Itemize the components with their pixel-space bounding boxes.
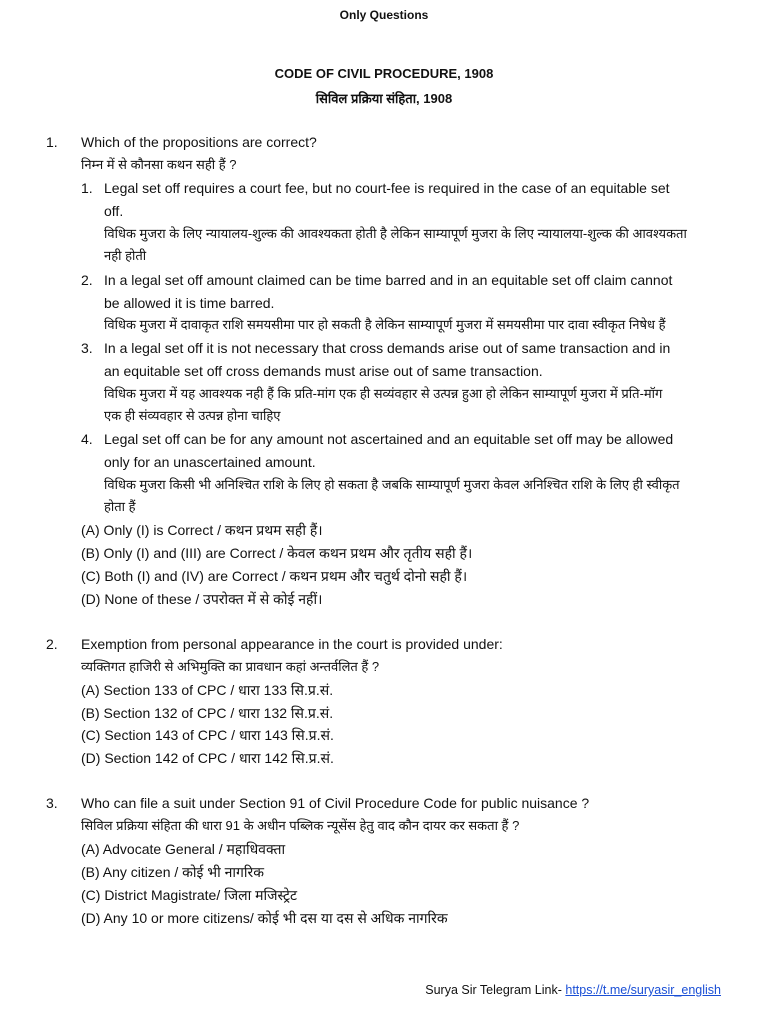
- proposition-text: an equitable set off cross demands must arise out of same transaction.: [104, 363, 543, 379]
- answer-option: (D) None of these / उपरोक्त में से कोई नहीं।: [81, 591, 323, 607]
- proposition-text: off.: [104, 203, 124, 219]
- page-header: Only Questions: [339, 8, 429, 22]
- answer-option: (B) Section 132 of CPC / धारा 132 सि.प्र.सं.: [81, 705, 334, 721]
- answer-option: (C) District Magistrate/ जिला मजिस्ट्रेट: [81, 887, 298, 903]
- answer-option: (C) Section 143 of CPC / धारा 143 सि.प्र.सं.: [81, 727, 334, 743]
- proposition-text-hindi: विधिक मुजरा में दावाकृत राशि समयसीमा पार हो सकती है लेकिन साम्यापूर्ण मुजरा में समयसीमा पार दावा स्वीकृत निषेध हैं: [104, 317, 666, 332]
- footer: [425, 983, 721, 997]
- question-text: Exemption from personal appearance in the court is provided under:: [81, 636, 503, 652]
- answer-option: (D) Section 142 of CPC / धारा 142 सि.प्र.सं.: [81, 750, 334, 766]
- question-number: 2.: [46, 636, 58, 652]
- proposition-number: 3.: [81, 340, 93, 356]
- proposition-text: only for an unascertained amount.: [104, 454, 316, 470]
- question-text: Which of the propositions are correct?: [81, 134, 317, 150]
- proposition-number: 4.: [81, 431, 93, 447]
- question-text: Who can file a suit under Section 91 of Civil Procedure Code for public nuisance ?: [81, 795, 590, 811]
- proposition-text: Legal set off requires a court fee, but no court-fee is required in the case of an equitable set: [104, 180, 670, 196]
- proposition-text: In a legal set off amount claimed can be time barred and in an equitable set off claim cannot: [104, 272, 673, 288]
- proposition-text-hindi: नही होती: [104, 248, 147, 263]
- proposition-text: Legal set off can be for any amount not ascertained and an equitable set off may be allowed: [104, 431, 674, 447]
- question-text-hindi: व्यक्तिगत हाजिरी से अभिमुक्ति का प्रावधान कहां अन्तर्वलित हैं ?: [81, 659, 380, 674]
- answer-option: (A) Only (I) is Correct / कथन प्रथम सही हैं।: [81, 522, 323, 538]
- question-number: 1.: [46, 134, 58, 150]
- proposition-text-hindi: एक ही संव्यवहार से उत्पन्न होना चाहिए: [104, 408, 281, 423]
- proposition-text-hindi: विधिक मुजरा किसी भी अनिश्चित राशि के लिए हो सकता है जबकि साम्यापूर्ण मुजरा केवल अनिश्चित राशि के लिए ही स्वीकृत: [104, 477, 680, 492]
- question-text-hindi: निम्न में से कौनसा कथन सही हैं ?: [81, 157, 237, 172]
- proposition-text: In a legal set off it is not necessary that cross demands arise out of same transaction and in: [104, 340, 671, 356]
- answer-option: (B) Only (I) and (III) are Correct / केवल कथन प्रथम और तृतीय सही हैं।: [81, 545, 473, 561]
- proposition-number: 2.: [81, 272, 93, 288]
- answer-option: (C) Both (I) and (IV) are Correct / कथन प्रथम और चतुर्थ दोनो सही हैं।: [81, 568, 468, 584]
- document-title-hindi: सिविल प्रक्रिया संहिता, 1908: [315, 91, 453, 106]
- footer-label: Surya Sir Telegram Link-: [425, 983, 566, 997]
- question-text-hindi: सिविल प्रक्रिया संहिता की धारा 91 के अधीन पब्लिक न्यूसेंस हेतु वाद कौन दायर कर सकता हैं ?: [81, 818, 520, 833]
- answer-option: (A) Advocate General / महाधिवक्ता: [81, 841, 286, 857]
- proposition-text-hindi: विधिक मुजरा के लिए न्यायालय-शुल्क की आवश्यकता होती है लेकिन साम्यापूर्ण मुजरा के लिए न्यायालया-शुल्क की आवश्यकता: [104, 226, 687, 241]
- answer-option: (A) Section 133 of CPC / धारा 133 सि.प्र.सं.: [81, 682, 334, 698]
- proposition-text: be allowed it is time barred.: [104, 295, 275, 311]
- telegram-link[interactable]: https://t.me/suryasir_english: [565, 983, 721, 997]
- proposition-number: 1.: [81, 180, 93, 196]
- document-title: CODE OF CIVIL PROCEDURE, 1908: [274, 66, 494, 81]
- answer-option: (D) Any 10 or more citizens/ कोई भी दस या दस से अधिक नागरिक: [81, 910, 448, 926]
- proposition-text-hindi: विधिक मुजरा में यह आवश्यक नही हैं कि प्रति-मांग एक ही सव्यंवहार से उत्पन्न हुआ हो लेकिन साम्यापूर्ण मुजरा में प्रति-मॉग: [104, 386, 663, 401]
- answer-option: (B) Any citizen / कोई भी नागरिक: [81, 864, 265, 880]
- question-number: 3.: [46, 795, 58, 811]
- proposition-text-hindi: होता हैं: [104, 499, 136, 514]
